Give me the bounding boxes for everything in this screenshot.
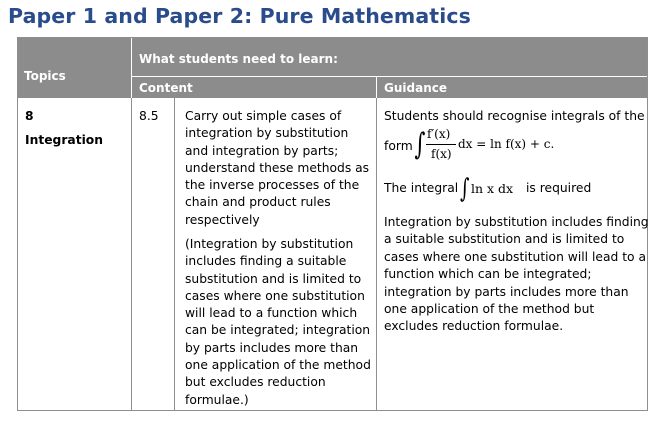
integral-sign: ∫ bbox=[460, 174, 470, 204]
guidance-line: integration by parts includes more than bbox=[384, 284, 629, 299]
header-guidance: Guidance bbox=[384, 81, 447, 95]
content-line: integration by substitution bbox=[185, 126, 349, 141]
content-line: understand these methods as bbox=[185, 160, 370, 175]
header-content-cell bbox=[132, 77, 376, 98]
content-line: can be integrated; integration bbox=[185, 323, 371, 338]
content-line: will lead to a function which bbox=[185, 306, 358, 321]
integral-expression: ln x dx bbox=[471, 181, 514, 196]
content-line: cases where one substitution bbox=[185, 288, 365, 303]
content-line: by parts includes more than bbox=[185, 340, 359, 355]
integral-sign: ∫ bbox=[414, 127, 426, 162]
content-paragraph-2 bbox=[185, 236, 371, 409]
content-line: respectively bbox=[185, 212, 260, 227]
guidance-form-label: form bbox=[384, 139, 413, 153]
guidance-line: function which can be integrated; bbox=[384, 267, 592, 282]
guidance-formula bbox=[384, 126, 644, 170]
header-guidance-cell bbox=[377, 77, 647, 98]
syllabus-table bbox=[17, 37, 648, 411]
topic-number: 8 bbox=[25, 109, 34, 123]
content-line: the inverse processes of the bbox=[185, 178, 360, 193]
guidance-intro: Students should recognise integrals of the bbox=[384, 109, 645, 123]
content-paragraph-1 bbox=[185, 108, 369, 229]
divider-topics bbox=[131, 98, 132, 410]
content-line: (Integration by substitution bbox=[185, 237, 354, 251]
guidance-integral-line bbox=[384, 175, 644, 205]
content-line: formulae.) bbox=[185, 392, 249, 407]
content-line: one application of the method bbox=[185, 358, 371, 373]
formula-rhs: dx = ln f(x) + c. bbox=[458, 137, 555, 151]
integral-sentence-start: The integral bbox=[384, 181, 459, 195]
divider-ref bbox=[174, 98, 175, 410]
fraction-bar bbox=[426, 144, 456, 145]
formula-denominator: f(x) bbox=[431, 147, 452, 161]
header-learn-cell bbox=[132, 38, 647, 76]
content-line: chain and product rules bbox=[185, 195, 331, 210]
content-line: but excludes reduction bbox=[185, 375, 326, 390]
integral-sentence-end: is required bbox=[526, 181, 592, 195]
guidance-paragraph bbox=[384, 214, 649, 336]
page-title: Paper 1 and Paper 2: Pure Mathematics bbox=[8, 4, 471, 28]
header-what-students: What students need to learn: bbox=[139, 52, 338, 66]
divider-guidance bbox=[376, 98, 377, 410]
content-ref: 8.5 bbox=[139, 109, 159, 123]
header-topics: Topics bbox=[24, 69, 66, 83]
header-content: Content bbox=[139, 81, 193, 95]
content-line: includes finding a suitable bbox=[185, 254, 347, 269]
topic-name: Integration bbox=[25, 133, 104, 147]
guidance-line: Integration by substitution includes finding bbox=[384, 215, 649, 229]
content-line: and integration by parts; bbox=[185, 143, 339, 158]
guidance-line: excludes reduction formulae. bbox=[384, 319, 564, 334]
content-line: substitution and is limited to bbox=[185, 271, 362, 286]
formula-numerator: f′(x) bbox=[427, 127, 451, 141]
guidance-line: one application of the method but bbox=[384, 302, 595, 317]
content-line: Carry out simple cases of bbox=[185, 109, 342, 123]
header-topics-cell bbox=[18, 38, 131, 98]
guidance-line: a suitable substitution and is limited to bbox=[384, 232, 625, 247]
guidance-line: cases where one substitution will lead to a bbox=[384, 249, 647, 264]
